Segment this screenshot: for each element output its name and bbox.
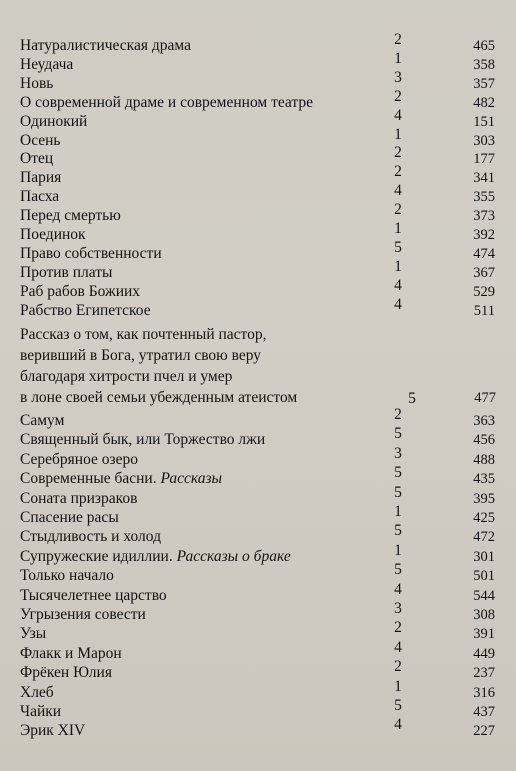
index-entry	[20, 106, 516, 131]
entry-title-text: Узы	[20, 625, 47, 643]
entry-volume: 3	[394, 600, 402, 617]
entry-volume: 3	[394, 444, 402, 462]
entry-volume: 4	[394, 580, 402, 598]
index-entry	[20, 464, 516, 488]
entry-page: 474	[473, 245, 495, 262]
entry-page: 449	[473, 645, 495, 662]
entry-page: 456	[473, 432, 495, 449]
index-entry	[20, 31, 516, 55]
entry-title-text: Фрёкен Юлия	[20, 664, 112, 682]
entry-title-line: благодаря хитрости пчел и умер	[20, 368, 233, 385]
entry-title-text: Священный бык, или Торжество лжи	[20, 431, 266, 449]
index-entry	[20, 257, 516, 282]
entry-title: Раб рабов Божиих	[20, 282, 141, 300]
entry-title	[20, 625, 46, 643]
entry-page: 472	[473, 529, 495, 546]
index-entry	[20, 49, 516, 74]
entry-volume: 5	[394, 697, 402, 714]
entry-title	[20, 470, 222, 488]
index-entry	[20, 561, 516, 585]
index-entry	[20, 201, 516, 225]
index-entry	[20, 425, 516, 449]
entry-page: 363	[473, 413, 495, 429]
entry-title-text: Стыдливость и холод	[20, 528, 161, 546]
entry-page: 177	[473, 151, 495, 168]
entry-title	[20, 587, 167, 605]
entry-volume: 4	[394, 182, 402, 200]
index-entry	[20, 125, 516, 150]
entry-title-text: Самум	[20, 412, 65, 429]
index-entry-long	[20, 324, 496, 408]
entry-volume: 2	[394, 619, 402, 637]
entry-page: 437	[473, 704, 495, 720]
index-entry	[20, 619, 516, 643]
index-entry	[20, 716, 516, 740]
index-entry	[20, 541, 516, 566]
entry-volume: 2	[394, 87, 402, 105]
entry-page: 358	[473, 56, 495, 73]
entry-title	[20, 412, 64, 430]
index-entry	[20, 144, 516, 168]
index-entry	[20, 276, 516, 301]
index-entry	[20, 182, 516, 206]
entry-title: Пасха	[20, 188, 60, 206]
entry-title	[20, 664, 112, 682]
entry-volume: 2	[394, 658, 402, 676]
entry-page: 435	[473, 471, 495, 488]
entry-page: 308	[473, 607, 495, 623]
entry-page: 482	[473, 94, 495, 111]
entry-volume: 2	[394, 201, 402, 219]
entry-page: 355	[473, 189, 495, 206]
entry-volume: 1	[394, 541, 402, 559]
entry-title	[20, 431, 265, 449]
entry-title: Пария	[20, 169, 62, 187]
entry-title: Поединок	[20, 226, 86, 243]
entry-page: 303	[473, 132, 495, 149]
entry-volume: 4	[394, 716, 402, 734]
entry-title: Рабство Египетское	[20, 301, 151, 319]
entry-title	[20, 451, 138, 469]
index-entry	[20, 677, 516, 702]
index-entry	[20, 658, 516, 682]
entry-page: 341	[473, 170, 495, 187]
entry-volume: 2	[394, 31, 402, 48]
index-entry	[20, 503, 516, 527]
entry-title: Против платы	[20, 263, 113, 281]
entry-title-text: Хлеб	[20, 683, 54, 701]
index-entry	[20, 600, 516, 624]
index-entry	[20, 580, 516, 605]
entry-title-text: Тысячелетнее царство	[20, 586, 167, 604]
index-entry	[20, 697, 516, 721]
entry-volume: 3	[394, 68, 402, 86]
index-entry	[20, 163, 516, 187]
entry-volume: 4	[394, 106, 402, 124]
entry-page: 544	[473, 587, 495, 604]
entry-title: Новь	[20, 74, 54, 92]
entry-page: 151	[473, 113, 495, 130]
entry-page: 511	[473, 302, 495, 319]
entry-page: 227	[473, 723, 495, 740]
index-entry	[20, 220, 516, 244]
entry-page: 301	[473, 548, 495, 565]
entry-volume: 2	[394, 144, 402, 162]
entry-title	[20, 509, 119, 527]
entry-page: 391	[473, 626, 495, 643]
entry-title-line: в лоне своей семьи убежденным атеистом	[20, 389, 298, 406]
entry-title: Отец	[20, 150, 54, 168]
index-entry	[20, 522, 516, 546]
entry-volume: 5	[394, 522, 402, 540]
entry-volume: 5	[394, 238, 402, 256]
index-entry	[20, 87, 516, 112]
entry-volume: 5	[408, 390, 416, 407]
index-entry	[20, 295, 516, 320]
entry-title-text: Современные басни.	[20, 470, 161, 488]
index-entry	[20, 238, 516, 263]
entry-page: 357	[473, 75, 495, 92]
entry-page: 316	[473, 684, 495, 701]
entry-subtitle: Рассказы	[160, 470, 223, 488]
entry-title: Одинокий	[20, 112, 88, 130]
entry-volume: 4	[394, 638, 402, 656]
entry-title-text: Чайки	[20, 703, 62, 720]
entry-title: Осень	[20, 131, 61, 149]
entry-page: 373	[473, 208, 495, 225]
entry-title-text: Флакк и Марон	[20, 644, 122, 662]
entry-title	[20, 722, 85, 740]
entry-title	[20, 684, 54, 702]
entry-title	[20, 606, 146, 624]
entry-volume: 4	[394, 276, 402, 294]
index-entry	[20, 68, 516, 93]
entry-page: 488	[473, 451, 495, 468]
entry-title: О современной драме и современном театре	[20, 93, 314, 111]
entry-title-line: веривший в Бога, утратил свою веру	[20, 347, 262, 364]
entry-title	[20, 528, 161, 546]
index-entry	[20, 406, 516, 430]
entry-page: 501	[473, 568, 495, 585]
entry-volume: 1	[394, 125, 402, 143]
entry-volume: 2	[394, 163, 402, 181]
entry-volume: 5	[394, 464, 402, 482]
entry-title	[20, 567, 114, 585]
entry-page: 395	[473, 490, 495, 507]
entry-volume: 5	[394, 425, 402, 443]
entry-volume: 1	[394, 677, 402, 695]
entry-title-text: Серебряное озеро	[20, 450, 139, 468]
entry-title	[20, 645, 122, 663]
entry-page: 529	[473, 283, 495, 300]
entry-title-text: Угрызения совести	[20, 606, 146, 623]
entry-title	[20, 703, 61, 721]
entry-title-text: Супружеские идиллии.	[20, 547, 177, 565]
entry-page: 237	[473, 665, 495, 682]
index-entry	[20, 638, 516, 663]
entry-page: 392	[473, 227, 495, 243]
entry-title: Неудача	[20, 55, 74, 73]
entry-volume: 4	[394, 295, 402, 313]
entry-title-text: Только начало	[20, 567, 114, 585]
entry-page: 465	[473, 38, 495, 54]
entry-title-text: Спасение расы	[20, 509, 119, 526]
entry-volume: 2	[394, 406, 402, 423]
entry-volume: 1	[394, 49, 402, 67]
entry-title: Натуралистическая драма	[20, 37, 191, 54]
index-entry	[20, 483, 516, 508]
entry-title: Перед смертью	[20, 207, 121, 225]
entry-title-line: Рассказ о том, как почтенный пастор,	[20, 326, 267, 343]
entry-title	[20, 548, 291, 566]
entry-title: Право собственности	[20, 244, 162, 262]
entry-volume: 1	[394, 220, 402, 237]
entry-volume: 1	[394, 503, 402, 520]
entry-subtitle: Рассказы о браке	[176, 547, 291, 565]
entry-volume: 1	[394, 257, 402, 275]
index-entry	[20, 444, 516, 469]
entry-volume: 5	[394, 561, 402, 579]
entry-title	[20, 490, 137, 508]
entry-title-text: Эрик XIV	[20, 722, 86, 740]
entry-page: 367	[473, 264, 495, 281]
entry-page: 477	[474, 390, 496, 406]
entry-volume: 5	[394, 483, 402, 501]
entry-title-text: Соната призраков	[20, 489, 138, 507]
entry-page: 425	[473, 510, 495, 526]
